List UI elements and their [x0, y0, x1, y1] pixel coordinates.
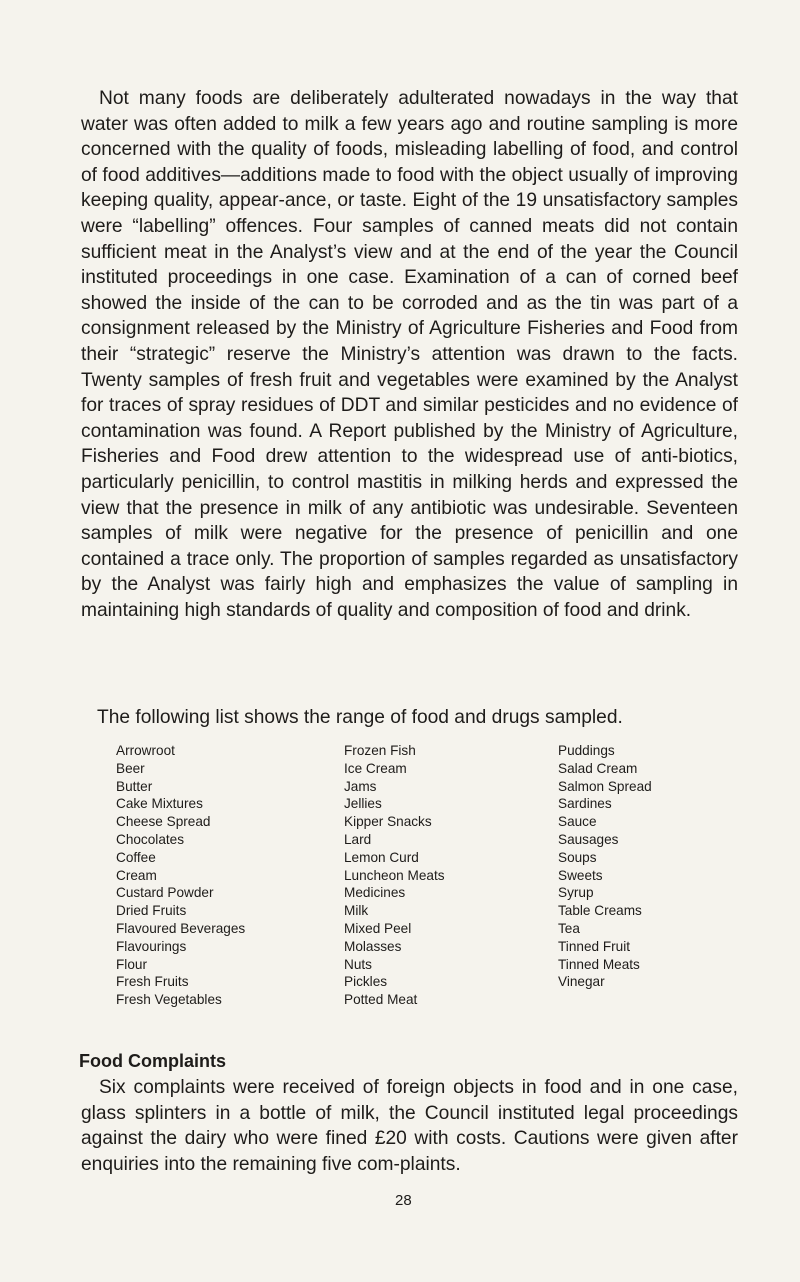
food-item: Sauce	[558, 814, 597, 830]
food-item: Dried Fruits	[116, 903, 187, 919]
food-item: Molasses	[344, 938, 402, 954]
food-item: Flavoured Beverages	[116, 920, 246, 936]
food-item: Frozen Fish	[344, 743, 416, 758]
food-item: Cream	[116, 867, 157, 883]
food-list-column-3	[558, 742, 758, 991]
food-list-column-2	[344, 742, 544, 1009]
food-item: Ice Cream	[344, 760, 407, 776]
food-item: Arrowroot	[116, 743, 175, 758]
food-item: Medicines	[344, 885, 406, 901]
food-item: Nuts	[344, 956, 372, 972]
food-item: Salmon Spread	[558, 778, 652, 794]
food-item: Milk	[344, 903, 369, 919]
food-item: Lemon Curd	[344, 849, 419, 865]
food-item: Jellies	[344, 796, 382, 812]
food-complaints-heading: Food Complaints	[79, 1051, 226, 1071]
food-item: Flavourings	[116, 938, 187, 954]
food-item: Syrup	[558, 885, 594, 901]
intro-paragraph: Not many foods are deliberately adulterated nowadays in the way that water was often added to milk a few years ago and routine sampling is more concerned with the quality of foods, misleading labelling of food, and control of food additives—additions made to food with the object usually of improving keeping quality, appear-ance, or taste. Eight of the 19 unsatisfactory samples were “labelling” offences. Four samples of canned meats did not contain sufficient meat in the Analyst’s view and at the end of the year the Council instituted proceedings in one case. Examination of a can of corned beef showed the inside of the can to be corroded and as the tin was part of a consignment released by the Ministry of Agriculture Fisheries and Food from their “strategic” reserve the Ministry’s attention was drawn to the facts. Twenty samples of fresh fruit and vegetables were examined by the Analyst for traces of spray residues of DDT and similar pesticides and no evidence of contamination was found. A Report published by the Ministry of Agriculture, Fisheries and Food drew attention to the widespread use of anti-biotics, particularly penicillin, to control mastitis in milking herds and expressed the view that the presence in milk of any antibiotic was undesirable. Seventeen samples of milk were negative for the presence of penicillin and one contained a trace only. The proportion of samples regarded as unsatisfactory by the Analyst was fairly high and emphasizes the value of sampling in maintaining high standards of quality and composition of food and drink.	[81, 88, 738, 621]
food-item: Beer	[116, 760, 145, 776]
food-item: Tinned Fruit	[558, 938, 631, 954]
food-item: Lard	[344, 831, 372, 847]
food-item: Sweets	[558, 867, 603, 883]
food-item: Soups	[558, 849, 597, 865]
food-item: Butter	[116, 778, 153, 794]
food-list-column-1	[116, 742, 316, 1009]
food-item: Pickles	[344, 974, 388, 990]
food-item: Fresh Vegetables	[116, 992, 222, 1008]
food-item: Cake Mixtures	[116, 796, 203, 812]
food-item: Jams	[344, 778, 377, 794]
food-item: Cheese Spread	[116, 814, 211, 830]
food-item: Vinegar	[558, 974, 605, 990]
food-item: Table Creams	[558, 903, 642, 919]
food-item: Coffee	[116, 849, 156, 865]
food-item: Chocolates	[116, 831, 185, 847]
food-item: Fresh Fruits	[116, 974, 189, 990]
food-item: Kipper Snacks	[344, 814, 432, 830]
food-item: Tinned Meats	[558, 956, 640, 972]
food-item: Tea	[558, 920, 580, 936]
food-item: Sausages	[558, 831, 619, 847]
page-number: 28	[395, 1192, 412, 1209]
food-item: Puddings	[558, 743, 615, 758]
food-item: Custard Powder	[116, 885, 214, 901]
food-item: Salad Cream	[558, 760, 638, 776]
food-list-heading: The following list shows the range of food and drugs sampled.	[97, 707, 623, 728]
food-item: Potted Meat	[344, 992, 418, 1008]
food-complaints-paragraph: Six complaints were received of foreign objects in food and in one case, glass splinters in a bottle of milk, the Council instituted legal proceedings against the dairy who were fined £20 with costs. Cautions were given after enquiries into the remaining five com-plaints.	[81, 1077, 738, 1175]
food-item: Luncheon Meats	[344, 867, 445, 883]
food-item: Sardines	[558, 796, 612, 812]
food-item: Mixed Peel	[344, 920, 412, 936]
food-item: Flour	[116, 956, 147, 972]
